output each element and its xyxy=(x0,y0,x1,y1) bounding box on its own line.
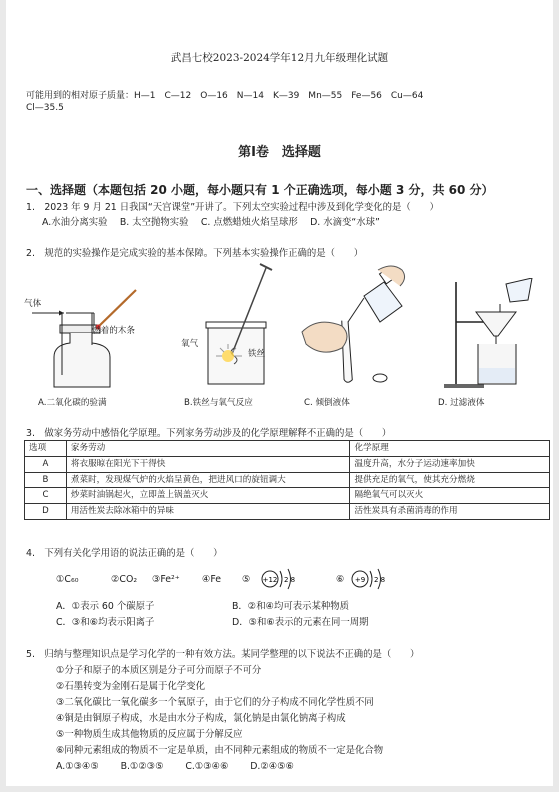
atom6-shells: 2 8 xyxy=(374,576,386,584)
q5-item-2: ②石墨转变为金刚石是属于化学变化 xyxy=(56,681,206,692)
exam-paper xyxy=(6,0,553,786)
q5-options: A.①③④⑤ B.①②③⑤ C.①③④⑥ D.②④⑤⑥ xyxy=(56,761,295,772)
q4-option-c: C．③和⑥均表示阳离子 xyxy=(56,617,155,628)
q5-item-6: ⑥同种元素组成的物质不一定是单质，由不同种元素组成的物质不一定是化合物 xyxy=(56,745,384,756)
table-row xyxy=(25,472,550,488)
filtration-figure xyxy=(436,278,546,390)
row-option: B xyxy=(25,472,67,488)
row-chore: 用活性炭去除冰箱中的异味 xyxy=(66,504,350,520)
co2-test-figure xyxy=(26,285,154,390)
atom5-shells: 2 8 xyxy=(284,576,296,584)
q4-option-d: D．⑤和⑥表示的元素在同一周期 xyxy=(232,617,369,628)
q2-stem: 2. 规范的实验操作是完成实验的基本保障。下列基本实验操作正确的是（ ） xyxy=(26,248,364,259)
q5-item-1: ①分子和原子的本质区别是分子可分而原子不可分 xyxy=(56,665,262,676)
caption-b: B.铁丝与氧气反应 xyxy=(184,398,253,408)
gas-label: 气体 xyxy=(24,299,42,309)
q5-stem: 5. 归纳与整理知识点是学习化学的一种有效方法。某同学整理的以下说法不正确的是（ ） xyxy=(26,649,420,660)
atom5-nucleus: +12 xyxy=(262,576,278,584)
atom-structure-5 xyxy=(260,566,310,592)
table-header-row xyxy=(25,441,550,457)
table-row xyxy=(25,456,550,472)
table-row xyxy=(25,488,550,504)
atomic-masses-line1: 可能用到的相对原子质量：H—1 C—12 O—16 N—14 K—39 Mn—55 Fe—56 Cu—64 xyxy=(26,91,424,101)
q1-options: A.水油分离实验 B. 太空抛物实验 C. 点燃蜡烛火焰呈球形 D. 水滴变“水球” xyxy=(42,217,380,228)
q4-item-2: ②CO₂ xyxy=(111,574,138,585)
caption-c: C. 倾倒液体 xyxy=(304,398,350,408)
caption-a: A.二氧化碳的验满 xyxy=(38,398,107,408)
header-principle: 化学原理 xyxy=(350,441,550,457)
match-label: 燃着的木条 xyxy=(92,326,135,336)
atom6-nucleus: +9 xyxy=(354,576,366,584)
q4-stem: 4. 下列有关化学用语的说法正确的是（ ） xyxy=(26,548,223,559)
q4-item-6: ⑥ xyxy=(336,574,345,585)
q1-stem: 1. 2023 年 9 月 21 日我国“天宫课堂”开讲了。下列太空实验过程中涉及到化学变化的是（ ） xyxy=(26,202,439,213)
row-chore: 煮菜时，发现煤气炉的火焰呈黄色，把进风口的旋钮调大 xyxy=(66,472,350,488)
wire-label: 铁丝 xyxy=(248,349,266,359)
atomic-masses-line2: Cl—35.5 xyxy=(26,103,64,113)
q4-item-1: ①C₆₀ xyxy=(56,574,79,585)
table-row xyxy=(25,504,550,520)
q4-item-3: ③Fe²⁺ xyxy=(152,574,180,585)
header-chore: 家务劳动 xyxy=(66,441,350,457)
iron-wire-figure xyxy=(176,258,286,388)
q4-item-4: ④Fe xyxy=(202,574,222,585)
q5-item-5: ⑤一种物质生成其他物质的反应属于分解反应 xyxy=(56,729,243,740)
row-principle: 温度升高，水分子运动速率加快 xyxy=(350,456,550,472)
row-principle: 活性炭具有杀菌消毒的作用 xyxy=(350,504,550,520)
part-title: 第Ⅰ卷 选择题 xyxy=(238,145,321,160)
row-option: A xyxy=(25,456,67,472)
q5-item-4: ④铜是由铜原子构成，水是由水分子构成，氯化钠是由氯化钠离子构成 xyxy=(56,713,346,724)
pouring-liquid-figure xyxy=(292,262,422,387)
row-option: D xyxy=(25,504,67,520)
row-option: C xyxy=(25,488,67,504)
q3-table xyxy=(24,440,550,520)
q4-item-5: ⑤ xyxy=(242,574,251,585)
row-principle: 提供充足的氧气，使其充分燃烧 xyxy=(350,472,550,488)
exam-title: 武昌七校2023-2024学年12月九年级理化试题 xyxy=(170,52,389,64)
q5-item-3: ③二氧化碳比一氧化碳多一个氧原子，由于它们的分子构成不同化学性质不同 xyxy=(56,697,374,708)
row-chore: 将衣服晾在阳光下干得快 xyxy=(66,456,350,472)
header-option: 选项 xyxy=(25,441,67,457)
section-title: 一、选择题（本题包括 20 小题，每小题只有 1 个正确选项，每小题 3 分，共 60 分） xyxy=(26,183,494,197)
q4-option-a: A．①表示 60 个碳原子 xyxy=(56,601,155,612)
oxygen-label: 氧气 xyxy=(181,339,199,349)
q3-stem: 3. 做家务劳动中感悟化学原理。下列家务劳动涉及的化学原理解释不正确的是（ ） xyxy=(26,428,392,439)
row-chore: 炒菜时油锅起火，立即盖上锅盖灭火 xyxy=(66,488,350,504)
atom-structure-6 xyxy=(350,566,400,592)
q4-option-b: B．②和④均可表示某种物质 xyxy=(232,601,349,612)
row-principle: 隔绝氧气可以灭火 xyxy=(350,488,550,504)
caption-d: D. 过滤液体 xyxy=(438,398,485,408)
